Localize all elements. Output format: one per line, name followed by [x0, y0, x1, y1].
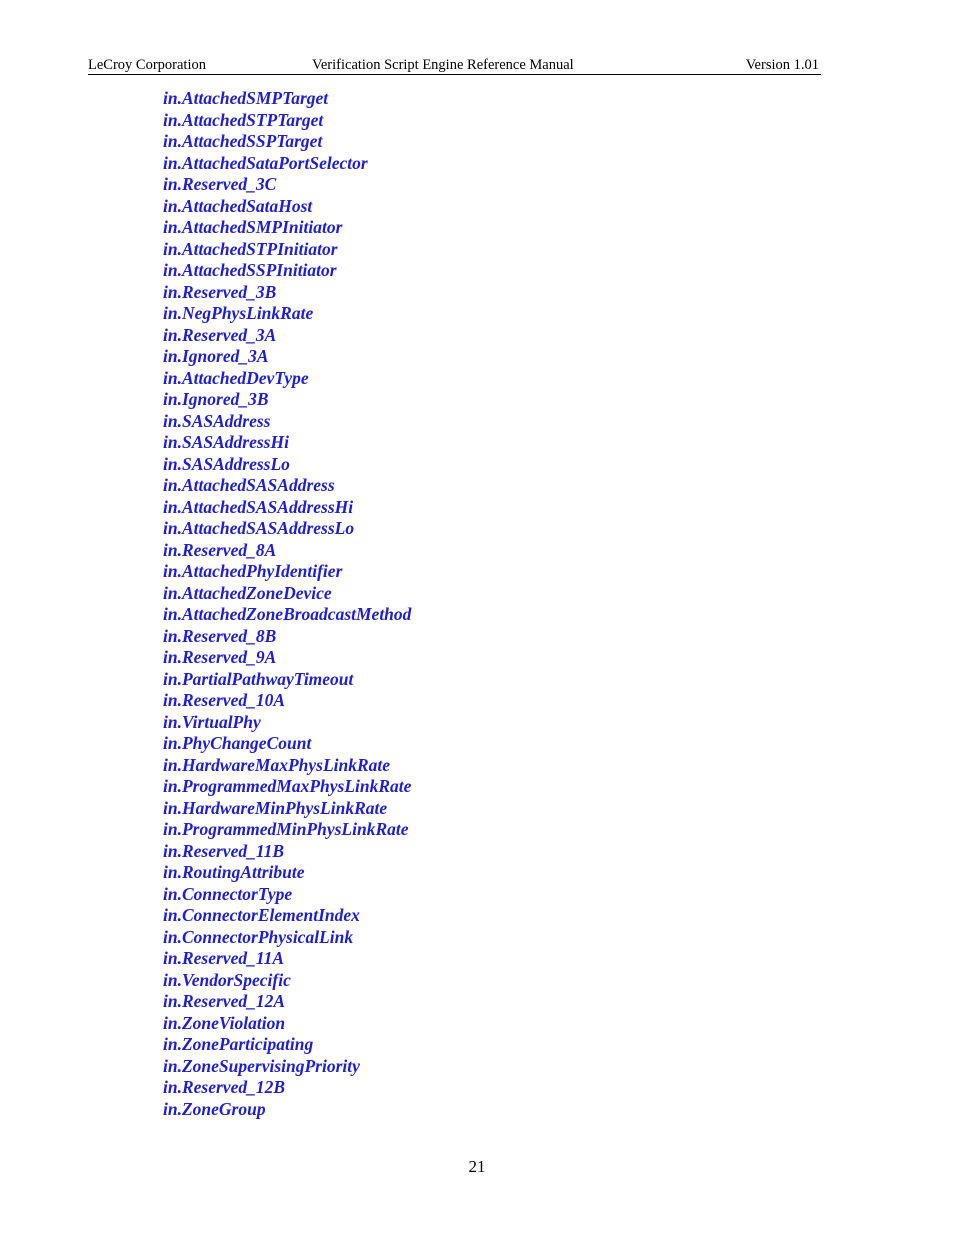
field-item: in.Reserved_9A — [163, 647, 277, 667]
field-item: in.AttachedZoneDevice — [163, 582, 332, 603]
field-item: in.AttachedSSPInitiator — [163, 260, 337, 280]
field-item: in.ConnectorPhysicalLink — [163, 926, 354, 947]
header-company: LeCroy Corporation — [88, 57, 206, 73]
field-item: in.Ignored_3B — [163, 389, 269, 409]
field-item: in.AttachedSTPInitiator — [163, 238, 338, 259]
page-number: 21 — [468, 1157, 486, 1176]
header-version: Version 1.01 — [745, 57, 819, 73]
field-item: in.ZoneParticipating — [163, 1034, 314, 1054]
field-item: in.AttachedSASAddress — [163, 475, 335, 495]
field-item: in.ProgrammedMinPhysLinkRate — [163, 819, 409, 839]
field-item: in.Reserved_8A — [163, 539, 277, 560]
field-item: in.Reserved_12A — [163, 991, 286, 1011]
field-item: in.SASAddressLo — [163, 453, 290, 474]
field-item: in.SASAddressHi — [163, 432, 289, 452]
field-item: in.NegPhysLinkRate — [163, 303, 314, 323]
field-item: in.AttachedSataPortSelector — [163, 152, 368, 173]
field-item: in.AttachedSSPTarget — [163, 131, 323, 151]
field-item: in.Reserved_8B — [163, 625, 277, 646]
field-item: in.Reserved_3B — [163, 281, 277, 302]
field-item: in.PhyChangeCount — [163, 733, 312, 753]
field-item: in.ZoneSupervisingPriority — [163, 1055, 360, 1076]
field-item: in.Reserved_12B — [163, 1077, 286, 1097]
field-item: in.Reserved_11B — [163, 840, 285, 861]
field-list — [163, 88, 411, 1120]
field-item: in.PartialPathwayTimeout — [163, 668, 354, 689]
field-item: in.AttachedSataHost — [163, 195, 313, 216]
field-item: in.AttachedPhyIdentifier — [163, 561, 343, 581]
field-item: in.VirtualPhy — [163, 711, 261, 732]
field-item: in.SASAddress — [163, 410, 271, 431]
field-item: in.Reserved_11A — [163, 948, 285, 968]
field-item: in.RoutingAttribute — [163, 862, 305, 882]
field-item: in.AttachedSTPTarget — [163, 109, 324, 130]
field-item: in.HardwareMinPhysLinkRate — [163, 797, 388, 818]
field-item: in.VendorSpecific — [163, 969, 291, 990]
field-item: in.AttachedSMPInitiator — [163, 217, 343, 237]
field-item: in.AttachedSASAddressHi — [163, 496, 354, 517]
field-item: in.ZoneGroup — [163, 1098, 266, 1119]
field-item: in.ConnectorElementIndex — [163, 905, 360, 925]
field-item: in.ZoneViolation — [163, 1012, 286, 1033]
field-item: in.AttachedSMPTarget — [163, 88, 329, 108]
field-item: in.ConnectorType — [163, 883, 293, 904]
field-item: in.Reserved_3A — [163, 324, 277, 345]
field-item: in.Reserved_10A — [163, 690, 286, 710]
field-item: in.HardwareMaxPhysLinkRate — [163, 754, 391, 775]
field-item: in.Ignored_3A — [163, 346, 269, 366]
field-item: in.AttachedSASAddressLo — [163, 518, 355, 538]
field-item: in.Reserved_3C — [163, 174, 277, 194]
header-document-title: Verification Script Engine Reference Manual — [312, 57, 574, 73]
field-item: in.ProgrammedMaxPhysLinkRate — [163, 776, 412, 796]
page-header — [88, 56, 821, 75]
field-item: in.AttachedDevType — [163, 367, 309, 388]
field-item: in.AttachedZoneBroadcastMethod — [163, 604, 412, 624]
